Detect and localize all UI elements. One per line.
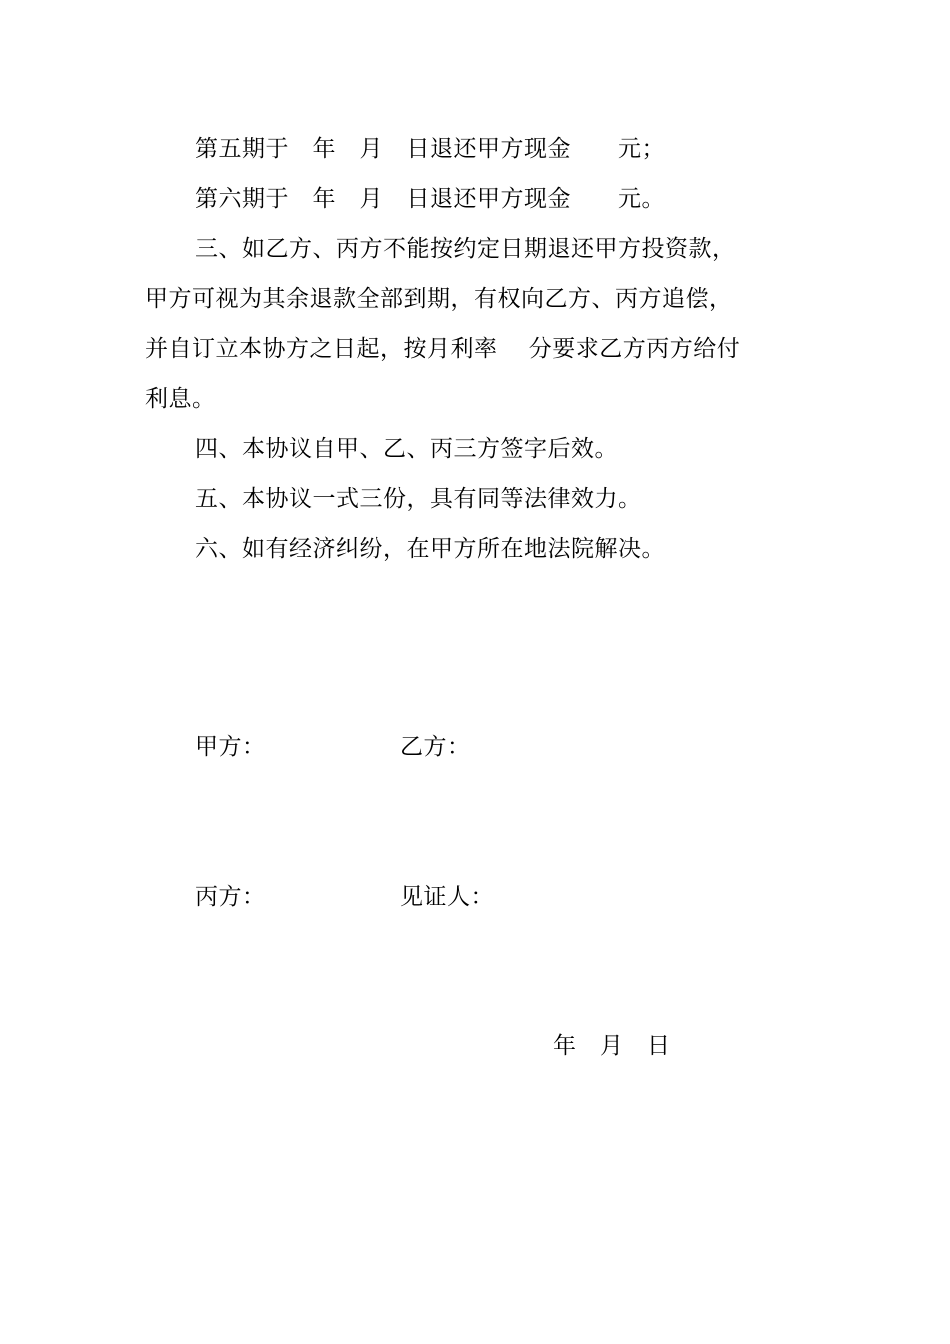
clause-3-line-2: 甲方可视为其余退款全部到期，有权向乙方、丙方追偿， — [145, 286, 733, 312]
signature-party-b: 乙方： — [400, 734, 471, 760]
signature-party-a: 甲方： — [195, 734, 266, 760]
clause-3-line-3: 并自订立本协方之日起，按月利率 分要求乙方丙方给付 — [145, 336, 741, 362]
clause-4: 四、本协议自甲、乙、丙三方签字后效。 — [195, 436, 618, 462]
clause-3-line-4: 利息。 — [145, 386, 216, 412]
payment-line-6: 第六期于 年 月 日退还甲方现金 元。 — [195, 186, 665, 212]
clause-5: 五、本协议一式三份，具有同等法律效力。 — [195, 486, 642, 512]
clause-3-line-1: 三、如乙方、丙方不能按约定日期退还甲方投资款， — [195, 236, 736, 262]
date-line: 年 月 日 — [553, 1033, 671, 1059]
clause-6: 六、如有经济纠纷，在甲方所在地法院解决。 — [195, 536, 665, 562]
payment-line-5: 第五期于 年 月 日退还甲方现金 元； — [195, 136, 665, 162]
signature-party-c: 丙方： — [195, 884, 266, 910]
signature-witness: 见证人： — [400, 884, 494, 910]
